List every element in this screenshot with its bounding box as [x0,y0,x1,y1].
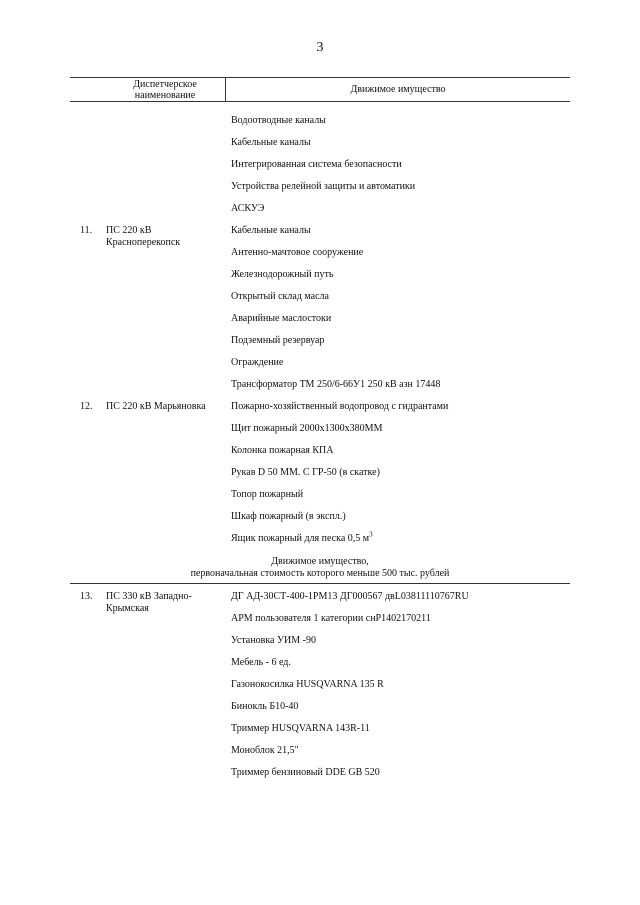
list-item: Бинокль Б10-40 [231,701,299,712]
superscript-cubic: 3 [369,530,373,539]
list-item: Водоотводные каналы [231,115,326,126]
subheader-rule [70,583,570,584]
header-movable-property: Движимое имущество [350,84,446,95]
list-item: Подземный резервуар [231,335,325,346]
list-item: ДГ АД-30СТ-400-1РМ13 ДГ000567 двL03811110767RU [231,591,469,602]
list-item: Моноблок 21,5" [231,745,299,756]
list-item: Топор пожарный [231,489,304,500]
header-dispatch-name [106,79,224,101]
list-item: Железнодорожный путь [231,269,334,280]
list-item: Аварийные маслостоки [231,313,332,324]
substation-name: ПС 330 кВ Западно-Крымская [106,591,192,614]
row-number: 11. [80,225,93,236]
list-item: Устройства релейной защиты и автоматики [231,181,416,192]
list-item: АРМ пользователя 1 категории снР1402170211 [231,613,431,624]
list-item [231,530,373,545]
list-item: Триммер бензиновый DDE GB 520 [231,767,380,778]
header-bottom-rule [70,101,570,102]
list-item: Рукав D 50 ММ. С ГР-50 (в скатке) [231,467,380,478]
table-top-rule [70,77,570,78]
list-item: Установка УИМ -90 [231,635,316,646]
row-number: 13. [80,591,93,602]
list-item: Трансформатор ТМ 250/6-66У1 250 кВ азн 17448 [231,379,441,390]
list-item: Антенно-мачтовое сооружение [231,247,364,258]
subheader-line2: первоначальная стоимость которого меньше 500 тыс. рублей [190,568,450,579]
list-item: Мебель - 6 ед. [231,657,291,668]
subheader-line1: Движимое имущество, [271,556,369,567]
header-dispatch-name-line1: Диспетчерское [133,79,197,90]
list-item: Кабельные каналы [231,225,311,236]
substation-name: ПС 220 кВ Марьяновка [106,401,206,412]
page-number: 3 [316,40,324,55]
list-item: Газонокосилка HUSQVARNA 135 R [231,679,384,690]
list-item: Открытый склад масла [231,291,329,302]
list-item: Щит пожарный 2000х1300х380ММ [231,423,383,434]
list-item: Триммер HUSQVARNA 143R-11 [231,723,370,734]
list-item: Ограждение [231,357,284,368]
substation-name: ПС 220 кВ Красноперекопск [106,225,181,248]
list-item-text: Ящик пожарный для песка 0,5 м [231,533,370,544]
row-number: 12. [80,401,93,412]
list-item: Колонка пожарная КПА [231,445,334,456]
list-item: Пожарно-хозяйственный водопровод с гидрантами [231,401,449,412]
list-item: Кабельные каналы [231,137,311,148]
list-item: Интегрированная система безопасности [231,159,402,170]
list-item: Шкаф пожарный (в экспл.) [231,511,346,522]
list-item: АСКУЭ [231,203,265,214]
header-dispatch-name-line2: наименование [134,90,196,101]
